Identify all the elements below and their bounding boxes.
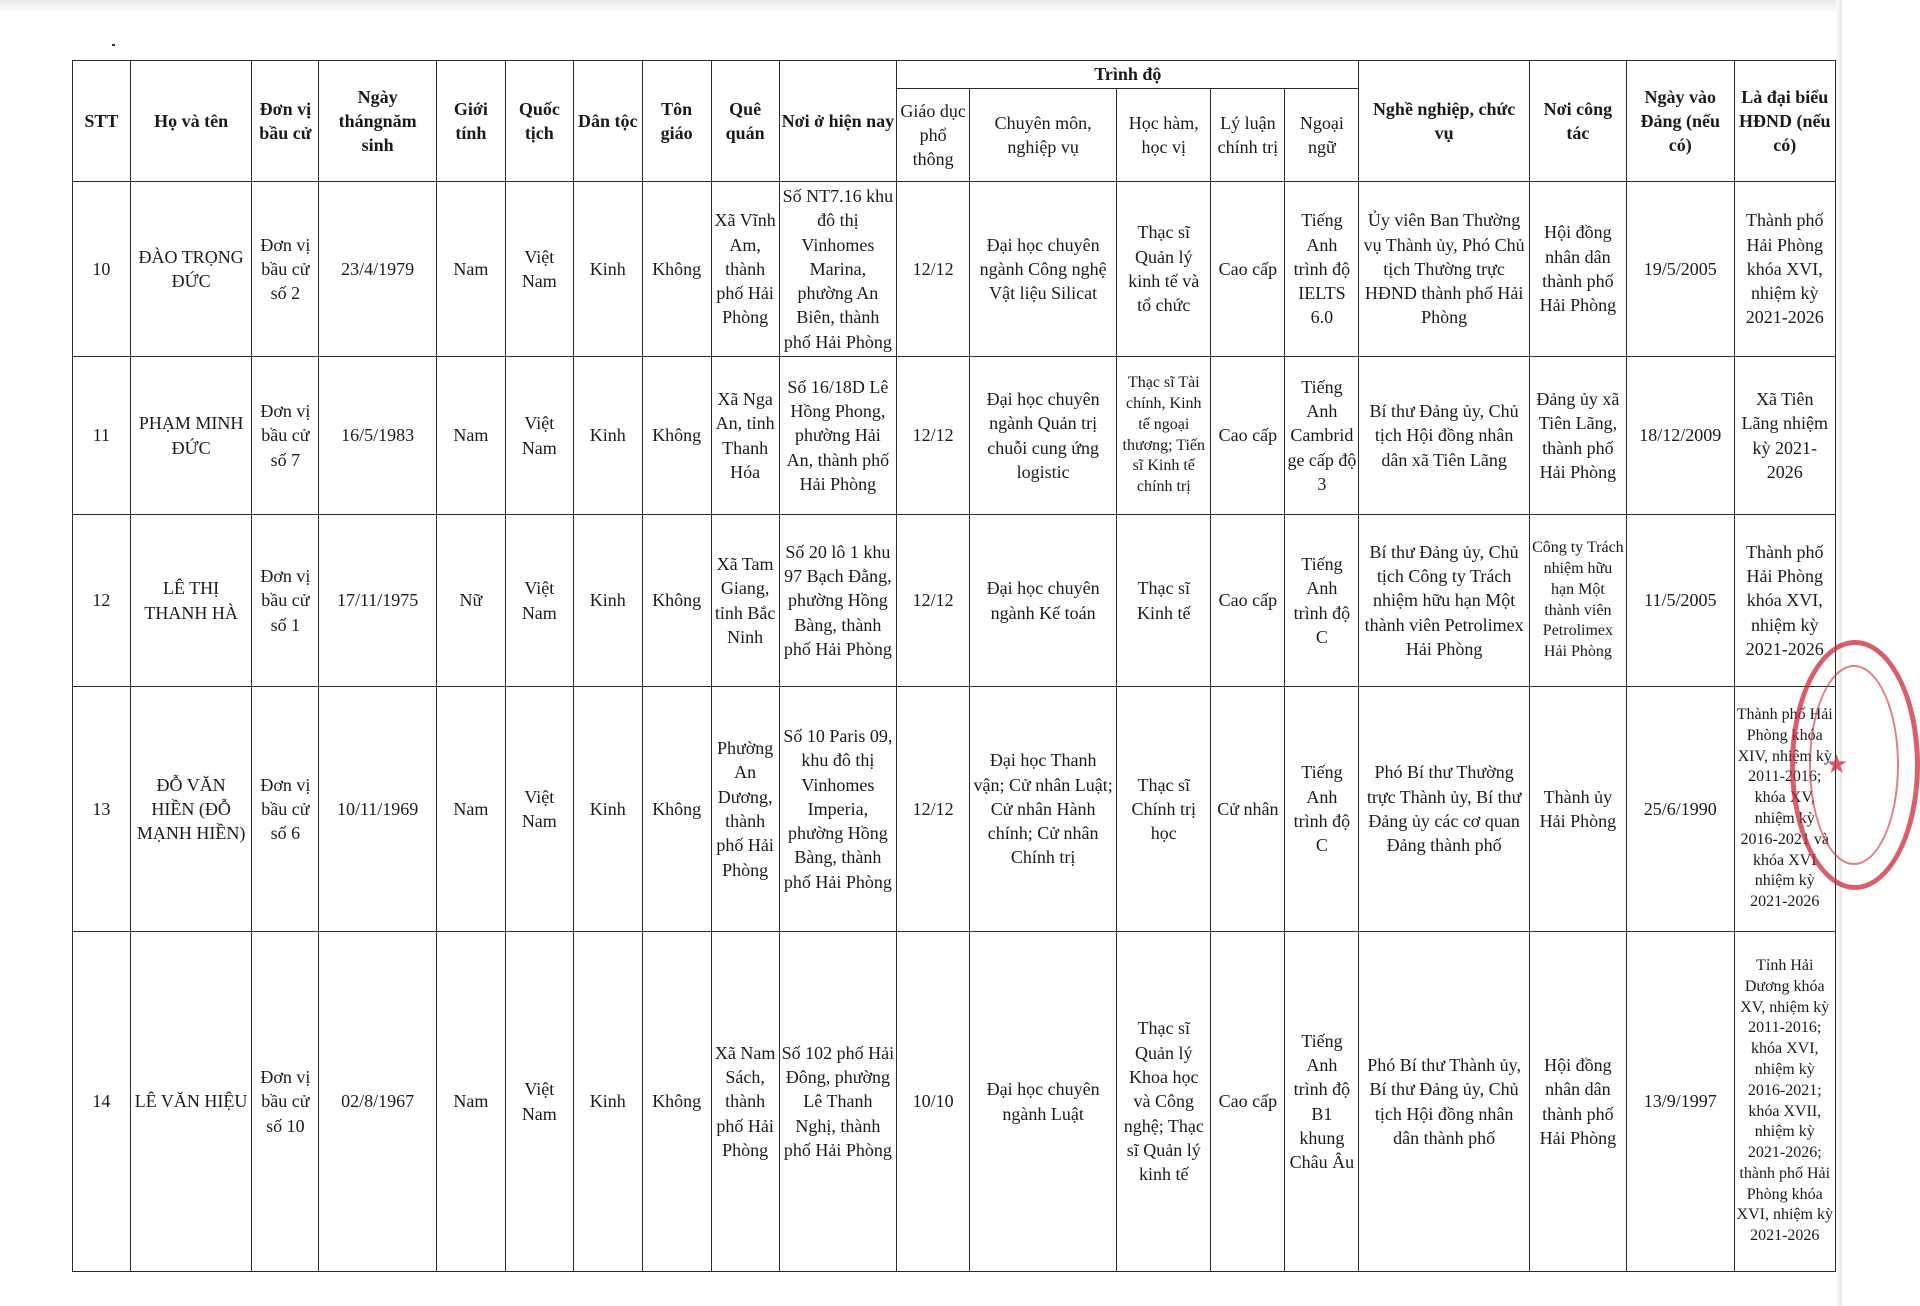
cell-dai-bieu: Thành phố Hải Phòng khóa XIV, nhiệm kỳ 2011-2016; khóa XV, nhiệm kỳ 2016-2021 và khóa XVI nhiệm kỳ 2021-2026 bbox=[1734, 687, 1835, 932]
cell-dai-bieu: Thành phố Hải Phòng khóa XVI, nhiệm kỳ 2021-2026 bbox=[1734, 515, 1835, 687]
cell-ly-luan: Cao cấp bbox=[1211, 357, 1285, 515]
header-row bbox=[73, 61, 1836, 89]
cell-ho-ten: LÊ THỊ THANH HÀ bbox=[130, 515, 252, 687]
table-row bbox=[73, 932, 1836, 1272]
cell-ngoai-ngu: Tiếng Anh trình độ C bbox=[1285, 515, 1359, 687]
cell-ngay-vao-dang: 13/9/1997 bbox=[1627, 932, 1734, 1272]
cell-ngoai-ngu: Tiếng Anh trình độ C bbox=[1285, 687, 1359, 932]
header-ngay-vao-dang: Ngày vào Đảng (nếu có) bbox=[1627, 61, 1734, 182]
cell-nghe-nghiep: Phó Bí thư Thường trực Thành ủy, Bí thư Đảng ủy các cơ quan Đảng thành phố bbox=[1359, 687, 1529, 932]
cell-dan-toc: Kinh bbox=[573, 357, 642, 515]
cell-don-vi: Đơn vị bầu cử số 7 bbox=[252, 357, 319, 515]
cell-dai-bieu: Thành phố Hải Phòng khóa XVI, nhiệm kỳ 2021-2026 bbox=[1734, 182, 1835, 357]
cell-quoc-tich: Việt Nam bbox=[505, 357, 573, 515]
cell-stt: 12 bbox=[73, 515, 131, 687]
cell-ngoai-ngu: Tiếng Anh trình độ B1 khung Châu Âu bbox=[1285, 932, 1359, 1272]
cell-que-quan: Xã Nga An, tỉnh Thanh Hóa bbox=[711, 357, 779, 515]
cell-que-quan: Phường An Dương, thành phố Hải Phòng bbox=[711, 687, 779, 932]
page-mark bbox=[112, 44, 115, 46]
cell-stt: 10 bbox=[73, 182, 131, 357]
cell-gioi-tinh: Nam bbox=[436, 932, 505, 1272]
scan-edge bbox=[0, 0, 1842, 12]
cell-ngay-sinh: 16/5/1983 bbox=[319, 357, 437, 515]
cell-hoc-ham: Thạc sĩ Chính trị học bbox=[1117, 687, 1211, 932]
header-quoc-tich: Quốc tịch bbox=[505, 61, 573, 182]
cell-ton-giao: Không bbox=[642, 687, 711, 932]
cell-noi-o: Số 102 phố Hải Đông, phường Lê Thanh Nghị, thành phố Hải Phòng bbox=[779, 932, 897, 1272]
cell-ho-ten: LÊ VĂN HIỆU bbox=[130, 932, 252, 1272]
cell-gioi-tinh: Nam bbox=[436, 687, 505, 932]
cell-don-vi: Đơn vị bầu cử số 6 bbox=[252, 687, 319, 932]
cell-ly-luan: Cao cấp bbox=[1211, 182, 1285, 357]
header-hoc-ham: Học hàm, học vị bbox=[1117, 89, 1211, 182]
header-noi-cong-tac: Nơi công tác bbox=[1529, 61, 1626, 182]
cell-don-vi: Đơn vị bầu cử số 10 bbox=[252, 932, 319, 1272]
cell-gioi-tinh: Nữ bbox=[436, 515, 505, 687]
header-dai-bieu: Là đại biểu HĐND (nếu có) bbox=[1734, 61, 1835, 182]
cell-dan-toc: Kinh bbox=[573, 515, 642, 687]
cell-ngay-sinh: 23/4/1979 bbox=[319, 182, 437, 357]
header-trinh-do: Trình độ bbox=[897, 61, 1359, 89]
cell-que-quan: Xã Vĩnh Am, thành phố Hải Phòng bbox=[711, 182, 779, 357]
cell-don-vi: Đơn vị bầu cử số 1 bbox=[252, 515, 319, 687]
header-don-vi: Đơn vị bầu cử bbox=[252, 61, 319, 182]
cell-stt: 13 bbox=[73, 687, 131, 932]
cell-ton-giao: Không bbox=[642, 932, 711, 1272]
cell-ho-ten: PHẠM MINH ĐỨC bbox=[130, 357, 252, 515]
cell-ton-giao: Không bbox=[642, 515, 711, 687]
table-row bbox=[73, 515, 1836, 687]
cell-ly-luan: Cử nhân bbox=[1211, 687, 1285, 932]
cell-dan-toc: Kinh bbox=[573, 932, 642, 1272]
header-stt: STT bbox=[73, 61, 131, 182]
header-nghe-nghiep: Nghề nghiệp, chức vụ bbox=[1359, 61, 1529, 182]
header-ly-luan: Lý luận chính trị bbox=[1211, 89, 1285, 182]
cell-ho-ten: ĐỖ VĂN HIỀN (ĐỖ MẠNH HIỀN) bbox=[130, 687, 252, 932]
cell-ho-ten: ĐÀO TRỌNG ĐỨC bbox=[130, 182, 252, 357]
cell-nghe-nghiep: Ủy viên Ban Thường vụ Thành ủy, Phó Chủ tịch Thường trực HĐND thành phố Hải Phòng bbox=[1359, 182, 1529, 357]
header-ngay-sinh: Ngày thángnăm sinh bbox=[319, 61, 437, 182]
cell-noi-cong-tac: Thành ủy Hải Phòng bbox=[1529, 687, 1626, 932]
header-gioi-tinh: Giới tính bbox=[436, 61, 505, 182]
red-seal-stamp bbox=[1790, 640, 1920, 890]
cell-ngoai-ngu: Tiếng Anh Cambridge cấp độ 3 bbox=[1285, 357, 1359, 515]
cell-chuyen-mon: Đại học chuyên ngành Công nghệ Vật liệu Silicat bbox=[970, 182, 1117, 357]
cell-ngay-sinh: 17/11/1975 bbox=[319, 515, 437, 687]
cell-quoc-tich: Việt Nam bbox=[505, 515, 573, 687]
cell-dai-bieu: Xã Tiên Lãng nhiệm kỳ 2021-2026 bbox=[1734, 357, 1835, 515]
cell-quoc-tich: Việt Nam bbox=[505, 182, 573, 357]
table-row bbox=[73, 182, 1836, 357]
header-giao-duc: Giáo dục phổ thông bbox=[897, 89, 970, 182]
header-chuyen-mon: Chuyên môn, nghiệp vụ bbox=[970, 89, 1117, 182]
header-ho-ten: Họ và tên bbox=[130, 61, 252, 182]
cell-ton-giao: Không bbox=[642, 357, 711, 515]
cell-nghe-nghiep: Bí thư Đảng ủy, Chủ tịch Hội đồng nhân dân xã Tiên Lãng bbox=[1359, 357, 1529, 515]
table-row bbox=[73, 687, 1836, 932]
cell-ngay-vao-dang: 18/12/2009 bbox=[1627, 357, 1734, 515]
cell-que-quan: Xã Tam Giang, tỉnh Bắc Ninh bbox=[711, 515, 779, 687]
cell-hoc-ham: Thạc sĩ Quản lý kinh tế và tổ chức bbox=[1117, 182, 1211, 357]
seal-inner-ring bbox=[1809, 665, 1899, 865]
cell-chuyen-mon: Đại học Thanh vận; Cử nhân Luật; Cử nhân Hành chính; Cử nhân Chính trị bbox=[970, 687, 1117, 932]
cell-nghe-nghiep: Phó Bí thư Thành ủy, Bí thư Đảng ủy, Chủ tịch Hội đồng nhân dân thành phố bbox=[1359, 932, 1529, 1272]
header-dan-toc: Dân tộc bbox=[573, 61, 642, 182]
cell-noi-cong-tac: Hội đồng nhân dân thành phố Hải Phòng bbox=[1529, 932, 1626, 1272]
cell-ton-giao: Không bbox=[642, 182, 711, 357]
cell-ly-luan: Cao cấp bbox=[1211, 515, 1285, 687]
cell-gioi-tinh: Nam bbox=[436, 182, 505, 357]
cell-quoc-tich: Việt Nam bbox=[505, 687, 573, 932]
cell-ngay-vao-dang: 25/6/1990 bbox=[1627, 687, 1734, 932]
cell-dan-toc: Kinh bbox=[573, 687, 642, 932]
cell-ngay-sinh: 10/11/1969 bbox=[319, 687, 437, 932]
cell-hoc-ham: Thạc sĩ Kinh tế bbox=[1117, 515, 1211, 687]
cell-stt: 14 bbox=[73, 932, 131, 1272]
cell-chuyen-mon: Đại học chuyên ngành Quản trị chuỗi cung ứng logistic bbox=[970, 357, 1117, 515]
cell-noi-cong-tac: Công ty Trách nhiệm hữu hạn Một thành viên Petrolimex Hải Phòng bbox=[1529, 515, 1626, 687]
cell-ngoai-ngu: Tiếng Anh trình độ IELTS 6.0 bbox=[1285, 182, 1359, 357]
cell-ly-luan: Cao cấp bbox=[1211, 932, 1285, 1272]
cell-dai-bieu: Tỉnh Hải Dương khóa XV, nhiệm kỳ 2011-2016; khóa XVI, nhiệm kỳ 2016-2021; khóa XVII, nhiệm kỳ 2021-2026; thành phố Hải Phòng khóa XVI, nhiệm kỳ 2021-2026 bbox=[1734, 932, 1835, 1272]
cell-noi-o: Số 20 lô 1 khu 97 Bạch Đằng, phường Hồng Bàng, thành phố Hải Phòng bbox=[779, 515, 897, 687]
seal-star-icon: ★ bbox=[1825, 750, 1849, 779]
cell-noi-o: Số NT7.16 khu đô thị Vinhomes Marina, phường An Biên, thành phố Hải Phòng bbox=[779, 182, 897, 357]
cell-giao-duc: 12/12 bbox=[897, 687, 970, 932]
cell-quoc-tich: Việt Nam bbox=[505, 932, 573, 1272]
header-que-quan: Quê quán bbox=[711, 61, 779, 182]
cell-chuyen-mon: Đại học chuyên ngành Kế toán bbox=[970, 515, 1117, 687]
table-row bbox=[73, 357, 1836, 515]
cell-ngay-vao-dang: 11/5/2005 bbox=[1627, 515, 1734, 687]
cell-noi-o: Số 16/18D Lê Hồng Phong, phường Hải An, thành phố Hải Phòng bbox=[779, 357, 897, 515]
header-noi-o: Nơi ở hiện nay bbox=[779, 61, 897, 182]
header-ton-giao: Tôn giáo bbox=[642, 61, 711, 182]
cell-noi-cong-tac: Đảng ủy xã Tiên Lãng, thành phố Hải Phòng bbox=[1529, 357, 1626, 515]
cell-nghe-nghiep: Bí thư Đảng ủy, Chủ tịch Công ty Trách nhiệm hữu hạn Một thành viên Petrolimex Hải Phòng bbox=[1359, 515, 1529, 687]
cell-giao-duc: 12/12 bbox=[897, 182, 970, 357]
cell-giao-duc: 12/12 bbox=[897, 515, 970, 687]
cell-noi-cong-tac: Hội đồng nhân dân thành phố Hải Phòng bbox=[1529, 182, 1626, 357]
cell-don-vi: Đơn vị bầu cử số 2 bbox=[252, 182, 319, 357]
header-ngoai-ngu: Ngoại ngữ bbox=[1285, 89, 1359, 182]
candidate-table bbox=[72, 60, 1836, 1272]
cell-gioi-tinh: Nam bbox=[436, 357, 505, 515]
cell-ngay-sinh: 02/8/1967 bbox=[319, 932, 437, 1272]
cell-giao-duc: 10/10 bbox=[897, 932, 970, 1272]
cell-hoc-ham: Thạc sĩ Quản lý Khoa học và Công nghệ; Thạc sĩ Quản lý kinh tế bbox=[1117, 932, 1211, 1272]
cell-hoc-ham: Thạc sĩ Tài chính, Kinh tế ngoại thương; Tiến sĩ Kinh tế chính trị bbox=[1117, 357, 1211, 515]
cell-stt: 11 bbox=[73, 357, 131, 515]
cell-dan-toc: Kinh bbox=[573, 182, 642, 357]
cell-noi-o: Số 10 Paris 09, khu đô thị Vinhomes Imperia, phường Hồng Bàng, thành phố Hải Phòng bbox=[779, 687, 897, 932]
cell-que-quan: Xã Nam Sách, thành phố Hải Phòng bbox=[711, 932, 779, 1272]
cell-chuyen-mon: Đại học chuyên ngành Luật bbox=[970, 932, 1117, 1272]
cell-ngay-vao-dang: 19/5/2005 bbox=[1627, 182, 1734, 357]
cell-giao-duc: 12/12 bbox=[897, 357, 970, 515]
